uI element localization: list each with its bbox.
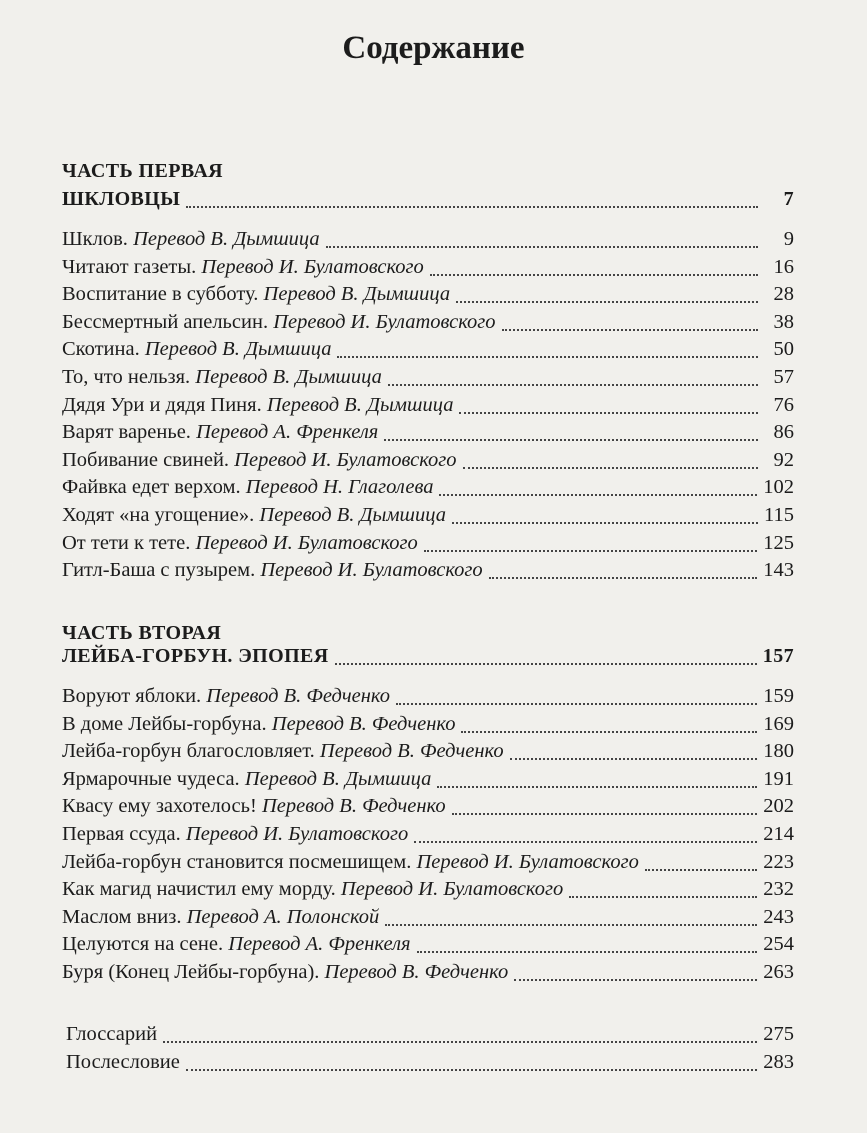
leader-dots (452, 813, 758, 815)
leader-dots (186, 206, 758, 208)
entry-title (62, 394, 453, 417)
entry-title (62, 366, 382, 389)
translator: Перевод И. Булатовского (260, 559, 483, 581)
story-name: Лейба-горбун благословляет. (62, 740, 320, 762)
leader-dots (463, 467, 759, 469)
story-name: Шклов. (62, 228, 134, 250)
story-name: Воспитание в субботу. (62, 283, 264, 305)
story-name: Лейба-горбун становится посмешищем. (62, 851, 417, 873)
page-number: 9 (783, 228, 794, 250)
page-number: 214 (763, 823, 794, 845)
part-heading-text: ШКЛОВЦЫ (62, 188, 181, 210)
toc-entry (62, 476, 794, 504)
story-name: Маслом вниз. (62, 906, 187, 928)
translator: Перевод А. Френкеля (228, 933, 411, 955)
translator: Перевод И. Булатовского (201, 256, 424, 278)
entry-title (62, 906, 379, 929)
toc-entry (62, 795, 794, 823)
toc-entry (62, 421, 794, 449)
toc-entry (62, 311, 794, 339)
leader-dots (430, 274, 758, 276)
story-name: Скотина. (62, 338, 145, 360)
entry-title (62, 476, 433, 499)
story-name: Файвка едет верхом. (62, 476, 246, 498)
leader-dots (186, 1069, 757, 1071)
toc-entry (62, 228, 794, 256)
entry-title (62, 188, 180, 211)
page-number: 232 (763, 878, 794, 900)
toc-entry (62, 449, 794, 477)
part-heading (62, 645, 794, 673)
leader-dots (489, 577, 758, 579)
page-number: 169 (763, 713, 794, 735)
toc-entry (62, 713, 794, 741)
toc-entry (62, 283, 794, 311)
page-number: 86 (773, 421, 794, 443)
leader-dots (439, 494, 757, 496)
page-number: 57 (773, 366, 794, 388)
back-matter-entry (66, 1051, 794, 1079)
page-number: 157 (762, 645, 794, 667)
story-name: Побивание свиней. (62, 449, 235, 471)
page-number: 76 (773, 394, 794, 416)
page-number: 223 (763, 851, 794, 873)
translator: Перевод И. Булатовского (340, 878, 564, 900)
back-matter-entry (66, 1023, 794, 1051)
back-matter-name: Послесловие (66, 1051, 180, 1073)
entry-title (62, 421, 378, 444)
page-number: 16 (773, 256, 794, 278)
translator: Перевод В. Федченко (206, 685, 390, 707)
toc-entry (62, 256, 794, 284)
part-label: ЧАСТЬ ВТОРАЯ (62, 622, 222, 644)
story-name: То, что нельзя. (62, 366, 196, 388)
translator: Перевод И. Булатовского (234, 449, 457, 471)
translator: Перевод В. Федченко (271, 713, 456, 735)
entry-title (62, 311, 496, 334)
entry-title (62, 338, 331, 361)
leader-dots (414, 841, 757, 843)
entry-title (66, 1051, 180, 1074)
translator: Перевод В. Дымшица (263, 283, 451, 305)
page-number: 92 (773, 449, 794, 471)
entry-title (62, 256, 424, 279)
toc-entry (62, 906, 794, 934)
page-number: 275 (763, 1023, 794, 1045)
page-number: 7 (783, 188, 794, 210)
story-name: Квасу ему захотелось! (62, 795, 262, 817)
story-name: В доме Лейбы-горбуна. (62, 713, 272, 735)
page-number: 125 (763, 532, 794, 554)
toc-entry (62, 823, 794, 851)
leader-dots (417, 951, 758, 953)
story-name: Буря (Конец Лейбы-горбуна). (62, 961, 325, 983)
entry-title (62, 713, 455, 736)
leader-dots (502, 329, 758, 331)
entry-title (62, 283, 450, 306)
toc-entry (62, 768, 794, 796)
page-number: 28 (773, 283, 794, 305)
page-number: 102 (763, 476, 794, 498)
entry-title (62, 740, 504, 763)
toc-entry (62, 933, 794, 961)
page-number: 243 (763, 906, 794, 928)
story-name: Целуются на сене. (62, 933, 229, 955)
translator: Перевод А. Полонской (186, 906, 380, 928)
leader-dots (459, 412, 758, 414)
story-name: Первая ссуда. (62, 823, 186, 845)
entry-title (62, 504, 446, 527)
entry-title (62, 878, 563, 901)
translator: Перевод В. Дымшица (266, 394, 454, 416)
story-name: Как магид начистил ему морду. (62, 878, 341, 900)
page-number: 115 (764, 504, 794, 526)
back-matter-name: Глоссарий (66, 1023, 158, 1045)
translator: Перевод И. Булатовского (273, 311, 496, 333)
leader-dots (384, 439, 758, 441)
translator: Перевод В. Федченко (324, 961, 509, 983)
story-name: Ходят «на угощение». (62, 504, 260, 526)
toc-entry (62, 338, 794, 366)
translator: Перевод В. Дымшица (195, 366, 382, 388)
page-title: Содержание (342, 30, 525, 66)
page-number: 143 (763, 559, 794, 581)
translator: Перевод В. Дымшица (144, 338, 332, 360)
page-number: 159 (763, 685, 794, 707)
translator: Перевод И. Булатовского (416, 851, 639, 873)
story-name: Ярмарочные чудеса. (62, 768, 245, 790)
page-number: 50 (773, 338, 794, 360)
translator: Перевод В. Федченко (261, 795, 446, 817)
page-number: 202 (763, 795, 794, 817)
toc-entry (62, 504, 794, 532)
leader-dots (645, 869, 757, 871)
translator: Перевод А. Френкеля (196, 421, 379, 443)
translator: Перевод И. Булатовского (195, 532, 418, 554)
leader-dots (396, 703, 757, 705)
story-name: Дядя Ури и дядя Пиня. (62, 394, 267, 416)
toc-entry (62, 740, 794, 768)
leader-dots (461, 731, 757, 733)
toc-entry (62, 532, 794, 560)
leader-dots (335, 663, 757, 665)
entry-title (62, 795, 446, 818)
translator: Перевод В. Дымшица (133, 228, 320, 250)
toc-entry (62, 366, 794, 394)
entry-title (62, 559, 483, 582)
leader-dots (514, 979, 757, 981)
entry-title (62, 449, 457, 472)
translator: Перевод И. Булатовского (185, 823, 409, 845)
translator: Перевод В. Дымшица (244, 768, 432, 790)
entry-title (62, 228, 320, 251)
entry-title (62, 768, 431, 791)
translator: Перевод В. Дымшица (259, 504, 447, 526)
entry-title (62, 961, 508, 984)
leader-dots (452, 522, 758, 524)
page-number: 263 (763, 961, 794, 983)
entry-title (62, 532, 418, 555)
leader-dots (437, 786, 757, 788)
leader-dots (163, 1041, 757, 1043)
toc-entry (62, 559, 794, 587)
page-number: 38 (773, 311, 794, 333)
translator: Перевод В. Федченко (319, 740, 504, 762)
entry-title (62, 851, 639, 874)
story-name: Читают газеты. (62, 256, 202, 278)
page-number: 191 (763, 768, 794, 790)
leader-dots (385, 924, 757, 926)
toc-entry (62, 851, 794, 879)
entry-title (62, 823, 408, 846)
translator: Перевод Н. Глаголева (245, 476, 434, 498)
leader-dots (337, 356, 758, 358)
entry-title (62, 645, 329, 668)
toc-entry (62, 394, 794, 422)
part-heading (62, 188, 794, 216)
leader-dots (388, 384, 758, 386)
toc-entry (62, 878, 794, 906)
leader-dots (569, 896, 757, 898)
part-label: ЧАСТЬ ПЕРВАЯ (62, 160, 224, 182)
leader-dots (424, 550, 757, 552)
leader-dots (510, 758, 758, 760)
story-name: Варят варенье. (62, 421, 197, 443)
part-heading-text: ЛЕЙБА-ГОРБУН. ЭПОПЕЯ (62, 645, 329, 667)
leader-dots (456, 301, 758, 303)
entry-title (66, 1023, 157, 1046)
story-name: Гитл-Баша с пузырем. (62, 559, 261, 581)
leader-dots (326, 246, 758, 248)
page-number: 283 (763, 1051, 794, 1073)
toc-entry (62, 685, 794, 713)
page-number: 254 (763, 933, 794, 955)
story-name: Бессмертный апельсин. (62, 311, 274, 333)
page-number: 180 (763, 740, 794, 762)
toc-entry (62, 961, 794, 989)
entry-title (62, 685, 390, 708)
story-name: От тети к тете. (62, 532, 196, 554)
story-name: Воруют яблоки. (62, 685, 207, 707)
entry-title (62, 933, 411, 956)
